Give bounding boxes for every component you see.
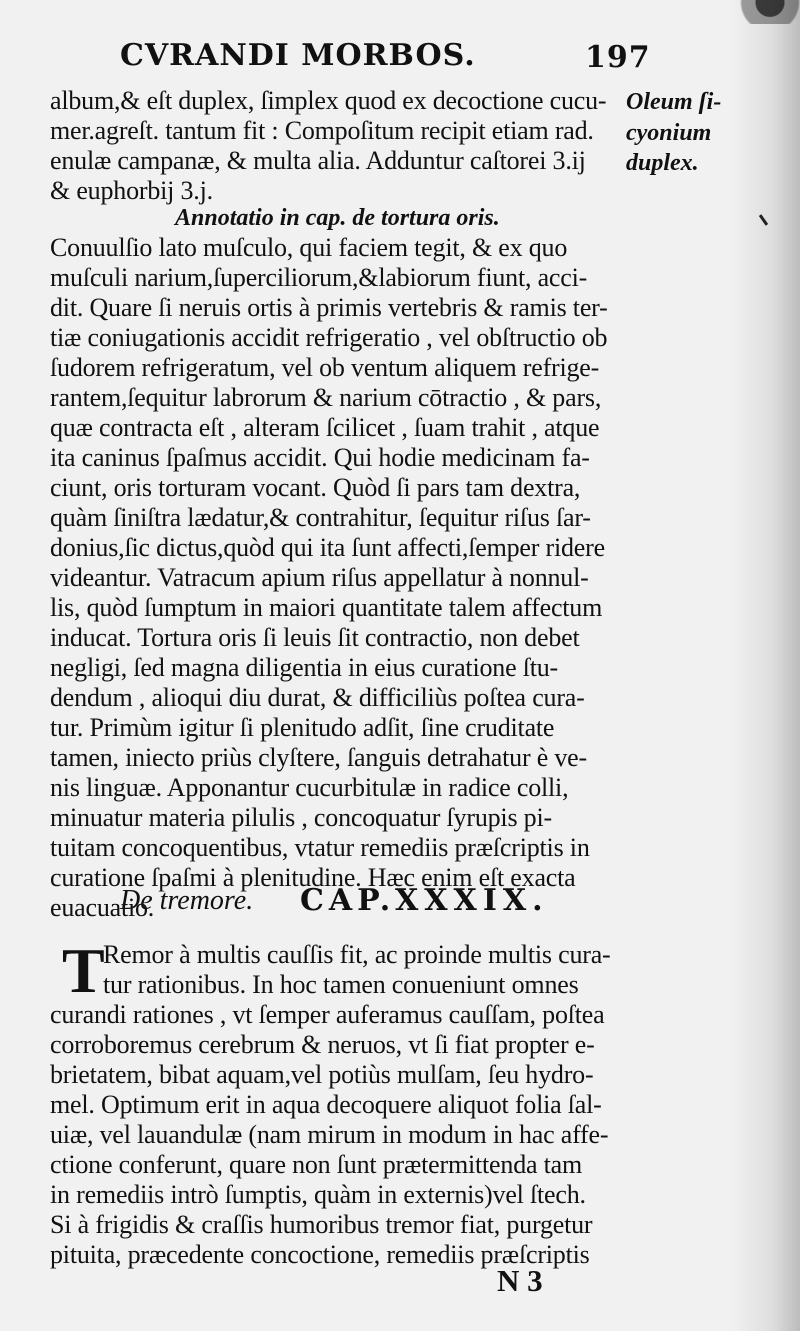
- annotation-line: tiæ coniugationis accidit refrigeratio , vel obſtructio ob: [50, 323, 608, 352]
- chapter-line: corroboremus cerebrum & neruos, vt ſi fiat propter e-: [50, 1030, 595, 1059]
- chapter-line: Remor à multis cauſſis fit, ac proinde multis cura-: [103, 940, 611, 969]
- annotation-line: Conuulſio lato muſculo, qui faciem tegit, & ex quo: [50, 233, 568, 262]
- annotation-line: dit. Quare ſi neruis ortis à primis vertebris & ramis ter-: [50, 293, 608, 322]
- intro-line: album,& eſt duplex, ſimplex quod ex decoctione cucu-: [50, 86, 607, 115]
- chapter-line: ctione conferunt, quare non ſunt prætermittenda tam: [50, 1150, 583, 1179]
- annotation-line: tamen, iniecto priùs clyſtere, ſanguis detrahatur è ve-: [50, 743, 587, 772]
- chapter-line: in remediis intrò ſumptis, quàm in externis)vel ſtech.: [50, 1180, 586, 1209]
- marginal-note: duplex.: [626, 150, 699, 176]
- annotation-line: donius,ſic dictus,quòd qui ita ſunt affecti,ſemper ridere: [50, 533, 605, 562]
- annotation-line: quæ contracta eſt , alteram ſcilicet , ſuam trahit , atque: [50, 413, 600, 442]
- marginal-note: Oleum ſi-: [626, 89, 722, 115]
- chapter-label: CAP.: [300, 883, 396, 918]
- page-number: 197: [585, 40, 651, 75]
- chapter-line: tur rationibus. In hoc tamen conueniunt omnes: [103, 970, 579, 999]
- annotation-line: euacuatio.: [50, 893, 155, 922]
- annotation-line: inducat. Tortura oris ſi leuis ſit contractio, non debet: [50, 623, 580, 652]
- chapter-number: XXXIX.: [395, 883, 549, 918]
- intro-line: & euphorbij 3.j.: [50, 176, 213, 205]
- annotation-heading: Annotatio in cap. de tortura oris.: [175, 205, 500, 231]
- annotation-line: tuitam concoquentibus, vtatur remediis præſcriptis in: [50, 833, 590, 862]
- annotation-line: ciunt, oris torturam vocant. Quòd ſi pars tam dextra,: [50, 473, 581, 502]
- marginal-note: cyonium: [626, 120, 712, 146]
- annotation-line: ita caninus ſpaſmus accidit. Qui hodie medicinam fa-: [50, 443, 590, 472]
- annotation-line: rantem,ſequitur labrorum & narium cōtractio , & pars,: [50, 383, 602, 412]
- annotation-line: nis linguæ. Apponantur cucurbitulæ in radice colli,: [50, 773, 569, 802]
- annotation-line: negligi, ſed magna diligentia in eius curatione ſtu-: [50, 653, 559, 682]
- chapter-line: mel. Optimum erit in aqua decoquere aliquot folia ſal-: [50, 1090, 602, 1119]
- page-header: [120, 38, 651, 78]
- annotation-line: tur. Primùm igitur ſi plenitudo adſit, ſine cruditate: [50, 713, 555, 742]
- chapter-heading: [120, 883, 640, 923]
- chapter-line: curandi rationes , vt ſemper auferamus cauſſam, poſtea: [50, 1000, 605, 1029]
- annotation-line: dendum , alioqui diu durat, & difficiliùs poſtea cura-: [50, 683, 585, 712]
- chapter-line: pituita, præcedente concoctione, remediis præſcriptis: [50, 1240, 590, 1269]
- chapter-line: uiæ, vel lauandulæ (nam mirum in modum in hac affe-: [50, 1120, 609, 1149]
- chapter-line: Si à frigidis & craſſis humoribus tremor fiat, purgetur: [50, 1210, 593, 1239]
- annotation-line: minuatur materia pilulis , concoquatur ſyrupis pi-: [50, 803, 552, 832]
- annotation-line: lis, quòd ſumptum in maiori quantitate talem affectum: [50, 593, 603, 622]
- printer-signature: N 3: [497, 1263, 543, 1298]
- annotation-line: curatione ſpaſmi à plenitudine. Hæc enim eſt exacta: [50, 863, 576, 892]
- intro-line: enulæ campanæ, & multa alia. Adduntur caſtorei 3.ij: [50, 146, 586, 175]
- scan-shadow: [650, 0, 800, 24]
- chapter-title: De tremore.: [120, 885, 254, 916]
- annotation-line: muſculi narium,ſuperciliorum,&labiorum fiunt, acci-: [50, 263, 588, 292]
- annotation-line: ſudorem refrigeratum, vel ob ventum aliquem refrige-: [50, 353, 600, 382]
- chapter-line: brietatem, bibat aquam,vel potiùs mulſam, ſeu hydro-: [50, 1060, 594, 1089]
- running-title: CVRANDI MORBOS.: [120, 38, 476, 73]
- annotation-line: videantur. Vatracum apium riſus appellatur à nonnul-: [50, 563, 589, 592]
- drop-cap-letter: T: [62, 935, 105, 1006]
- page-edge-shadow: [730, 0, 800, 1331]
- intro-line: mer.agreſt. tantum fit : Compoſitum recipit etiam rad.: [50, 116, 594, 145]
- annotation-line: quàm ſiniſtra lædatur,& contrahitur, ſequitur riſus ſar-: [50, 503, 591, 532]
